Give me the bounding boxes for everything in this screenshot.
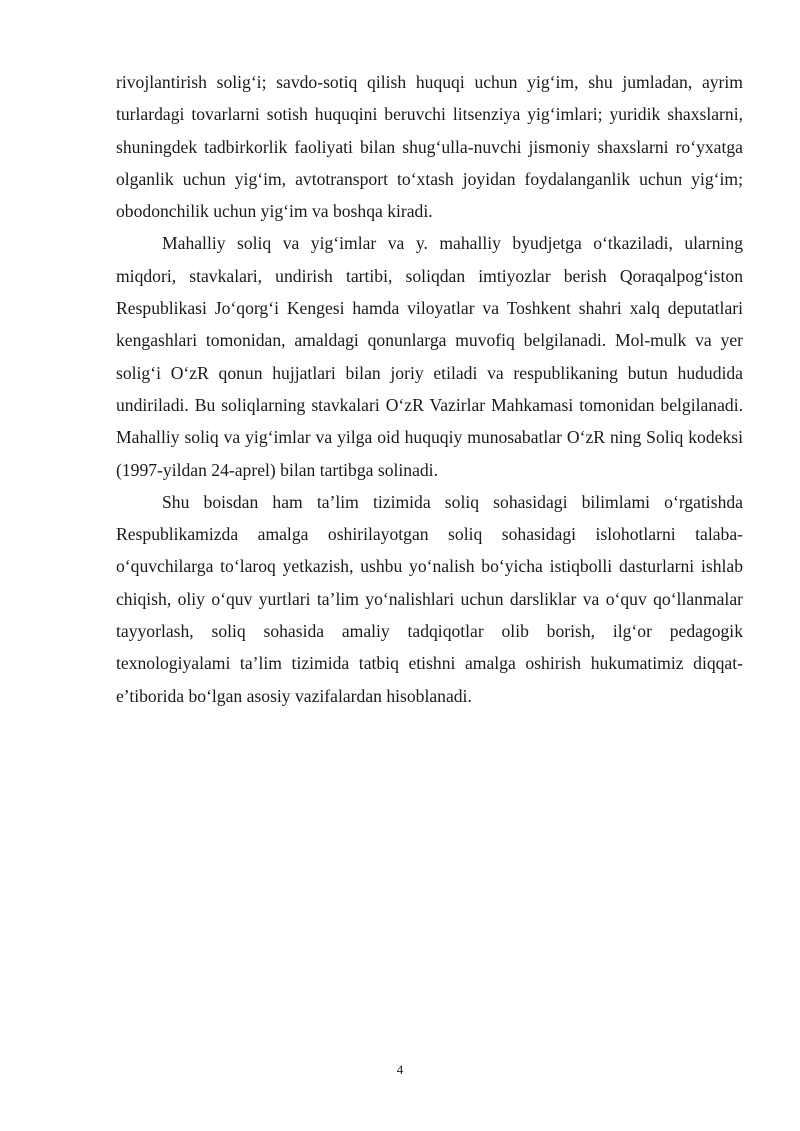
page-number: 4	[396, 1062, 404, 1077]
paragraph-education: Shu boisdan ham ta’lim tizimida soliq sohasidagi bilimlami o‘rgatishda Respublikamizda amalga oshirilayotgan soliq sohasidagi islohotlarni talaba-o‘quvchilarga to‘laroq yetkazish, ushbu yo‘nalish bo‘yicha istiqbolli dasturlarni ishlab chiqish, oliy o‘quv yurtlari ta’lim yo‘nalishlari uchun darsliklar va o‘quv qo‘llanmalar tayyorlash, soliq sohasida amaliy tadqiqotlar olib borish, ilg‘or pedagogik texnologiyalami ta’lim tizimida tatbiq etishni amalga oshirish hukumatimiz diqqat-e’tiborida bo‘lgan asosiy vazifalardan hisoblanadi.	[116, 491, 743, 706]
paragraph-continuation: rivojlantirish solig‘i; savdo-sotiq qilish huquqi uchun yig‘im, shu jumladan, ayrim turlardagi tovarlarni sotish huquqini beruvchi litsenziya yig‘imlari; yuridik shaxslarni, shuningdek tadbirkorlik faoliyati bilan shug‘ulla-nuvchi jismoniy shaxslarni ro‘yxatga olganlik uchun yig‘im, avtotransport to‘xtash joyidan foydalanganlik uchun yig‘im; obodonchilik uchun yig‘im va boshqa kiradi.	[116, 72, 743, 222]
page-body	[116, 66, 743, 712]
paragraph-local-taxes: Mahalliy soliq va yig‘imlar va y. mahalliy byudjetga o‘tkaziladi, ularning miqdori, stavkalari, undirish tartibi, soliqdan imtiyozlar berish Qoraqalpog‘iston Respublikasi Jo‘qorg‘i Kengesi hamda viloyatlar va Toshkent shahri xalq deputatlari kengashlari tomonidan, amaldagi qonunlarga muvofiq belgilanadi. Mol-mulk va yer solig‘i O‘zR qonun hujjatlari bilan joriy etiladi va respublikaning butun hududida undiriladi. Bu soliqlarning stavkalari O‘zR Vazirlar Mahkamasi tomonidan belgilanadi. Mahalliy soliq va yig‘imlar va yilga oid huquqiy munosabatlar O‘zR ning Soliq kodeksi (1997-yildan 24-aprel) bilan tartibga solinadi.	[116, 233, 743, 480]
